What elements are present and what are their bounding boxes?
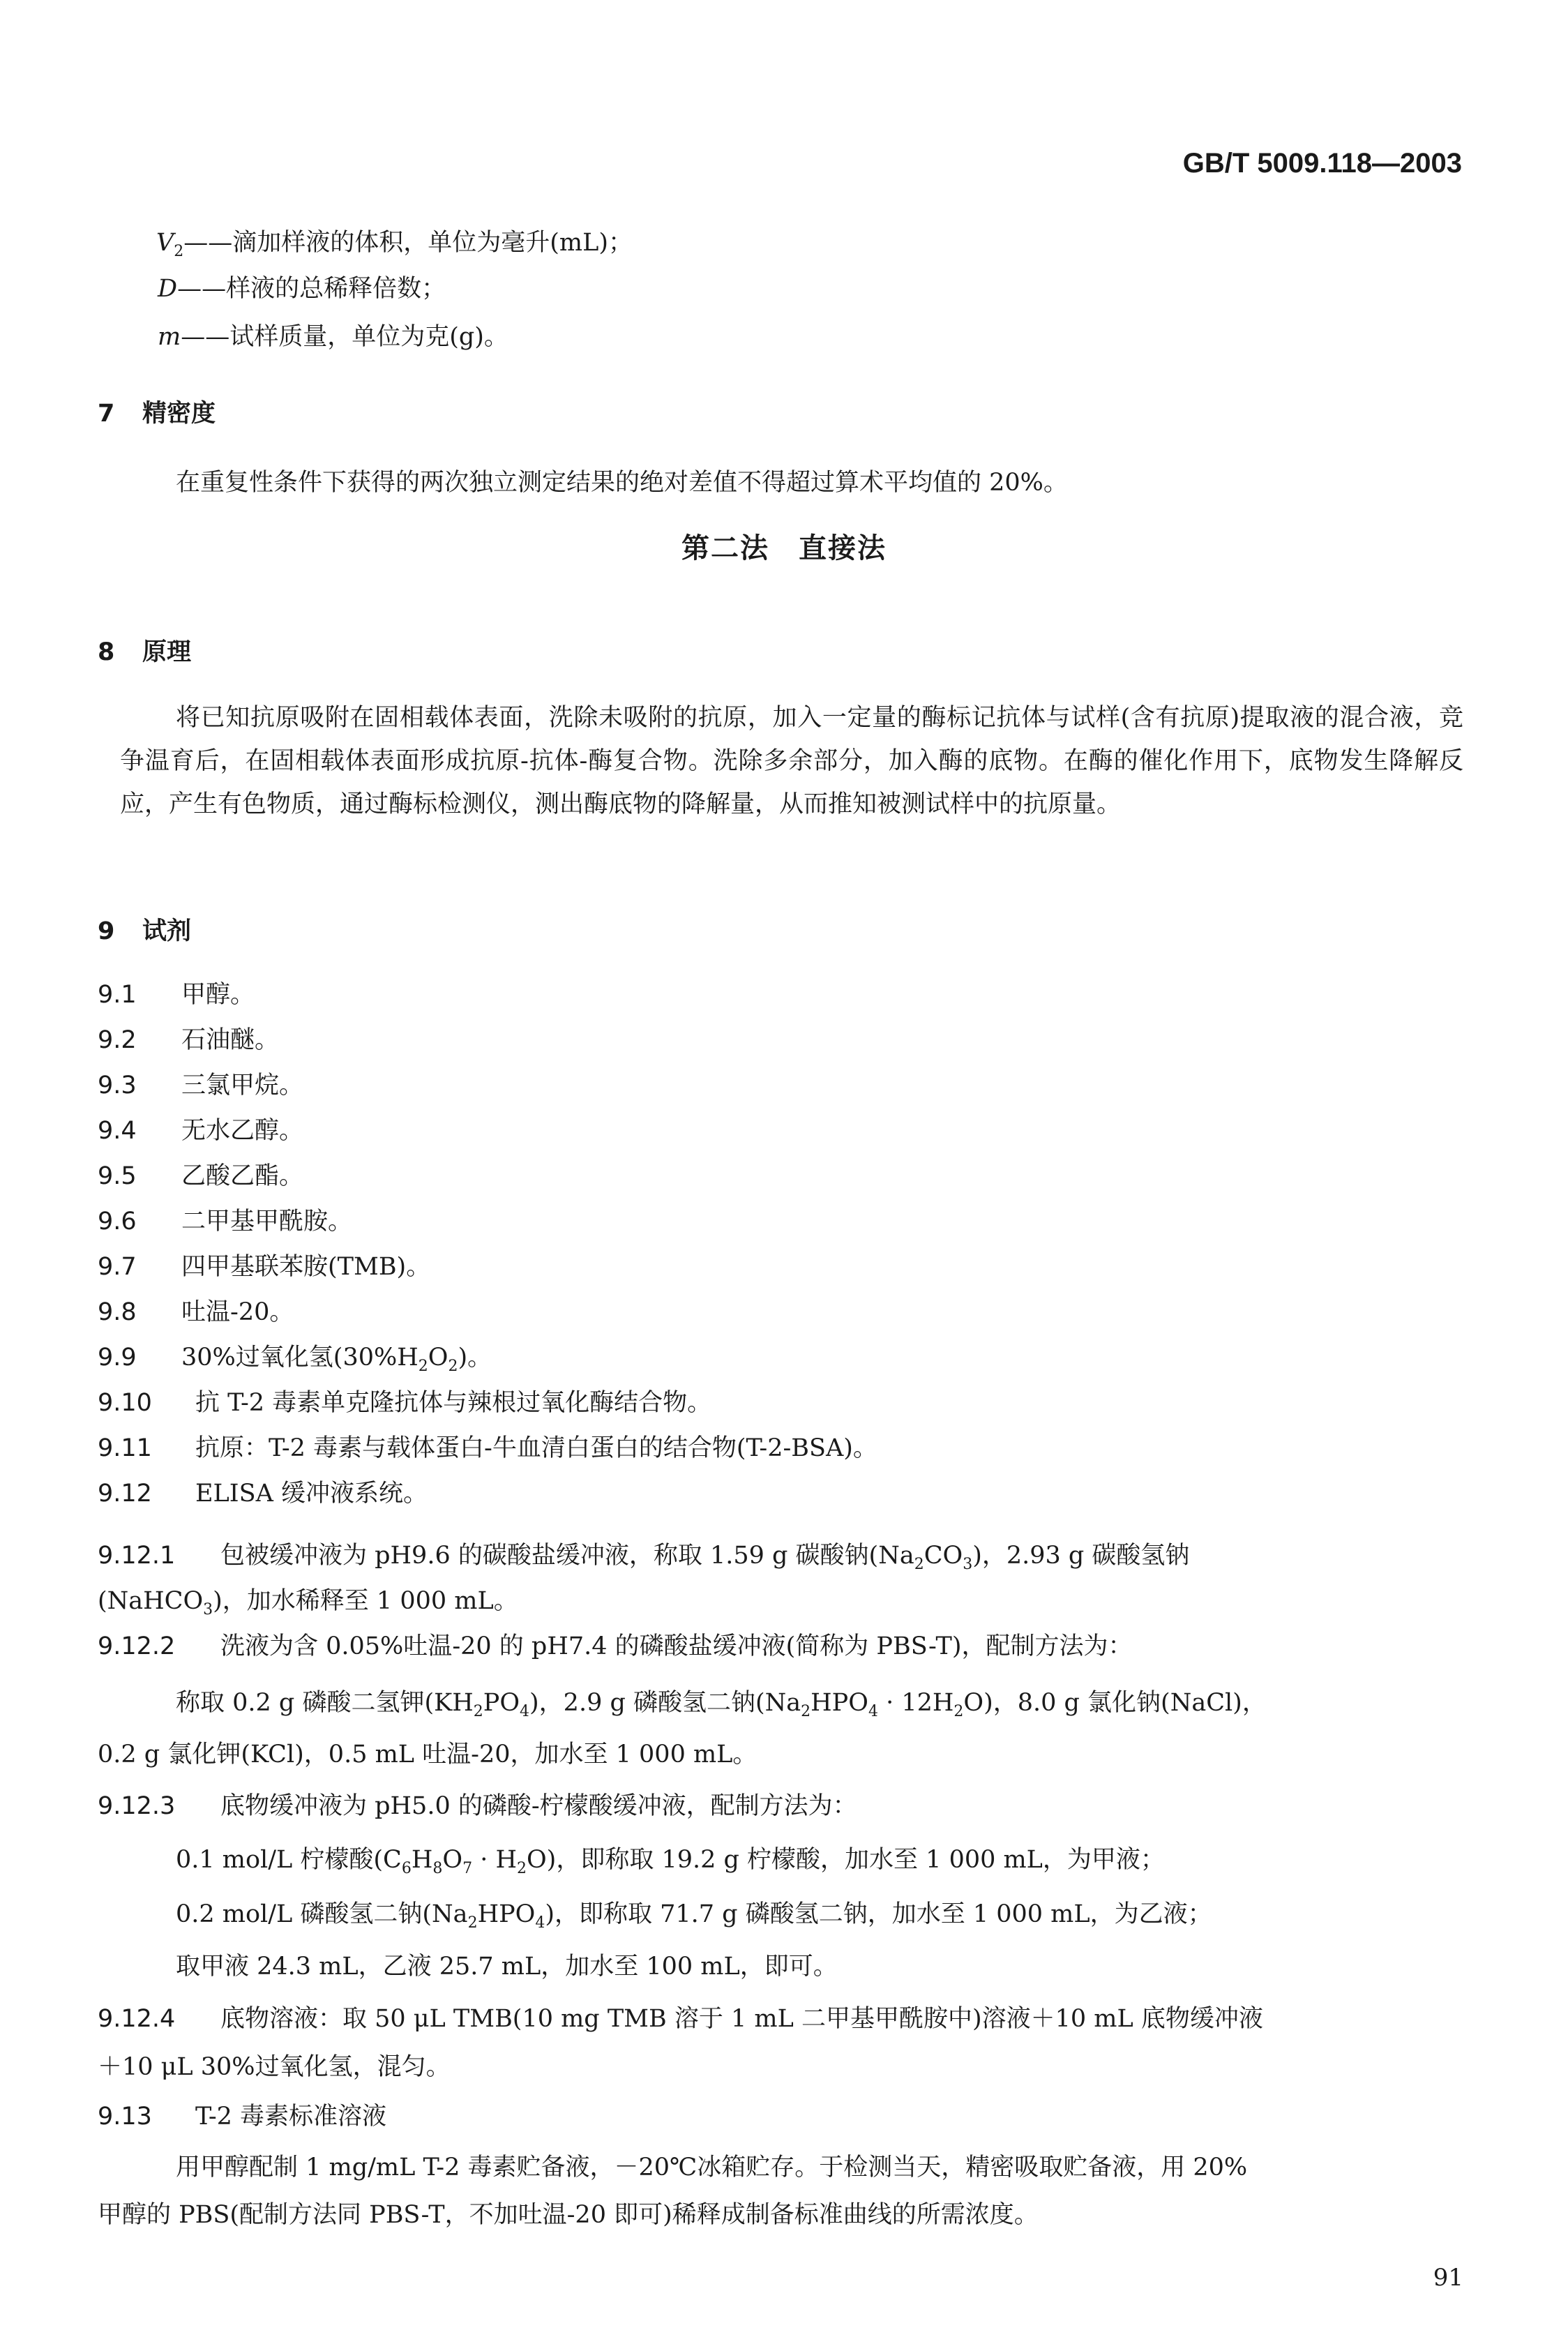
list-item-9-13	[98, 2105, 386, 2129]
list-item-9-12-3	[98, 1794, 857, 1819]
list-item-9-12-4-line2: ＋10 μL 30%过氧化氢，混匀。	[98, 2053, 451, 2081]
item-number: 9.4	[98, 1117, 137, 1145]
section-8-heading	[98, 640, 191, 665]
list-item-9-12-2	[98, 1632, 1133, 1660]
method-title: 第二法 直接法	[681, 532, 887, 564]
item-number: 9.8	[98, 1298, 137, 1326]
list-item	[98, 1391, 711, 1415]
item-text: 包被缓冲液为 pH9.6 的碳酸盐缓冲液，称取 1.59 g 碳酸钠(Na	[220, 1542, 914, 1570]
subscript: 2	[473, 1703, 483, 1720]
list-item	[98, 1300, 294, 1325]
section-title: 原理	[142, 638, 192, 666]
list-item	[98, 1210, 352, 1234]
subscript: 2	[418, 1358, 428, 1375]
item-number: 9.10	[98, 1389, 152, 1417]
variable-description: ——滴加样液的体积，单位为毫升(mL)；	[183, 229, 633, 257]
list-item-9-12-1-cont	[98, 1589, 518, 1618]
item-text: 0.2 mol/L 磷酸氢二钠(Na	[176, 1900, 468, 1928]
list-item-9-12-2-line3: 0.2 g 氯化钾(KCl)，0.5 mL 吐温-20，加水至 1 000 mL。	[98, 1741, 757, 1768]
subscript: 2	[516, 1860, 527, 1877]
item-text: 30%过氧化氢(30%H	[181, 1344, 419, 1372]
item-text: 乙酸乙酯。	[181, 1162, 304, 1190]
variable-subscript: 2	[174, 243, 184, 260]
item-text: 无水乙醇。	[181, 1117, 304, 1145]
item-text: 底物缓冲液为 pH5.0 的磷酸-柠檬酸缓冲液，配制方法为：	[220, 1792, 857, 1820]
item-text: (NaHCO	[98, 1587, 204, 1615]
item-text: 甲醇。	[181, 981, 255, 1009]
item-text: O)，即称取 19.2 g 柠檬酸，加水至 1 000 mL，为甲液；	[526, 1846, 1165, 1874]
item-text: 称取 0.2 g 磷酸二氢钾(KH	[176, 1689, 474, 1717]
list-item-9-12-2-line2	[176, 1691, 1267, 1720]
item-text: 石油醚。	[181, 1026, 280, 1054]
subscript: 7	[462, 1860, 473, 1877]
list-item	[98, 1255, 430, 1279]
item-text: H	[411, 1846, 433, 1874]
item-number: 9.12.3	[98, 1792, 176, 1820]
list-item	[98, 1074, 303, 1098]
item-text: )，2.93 g 碳酸氢钠	[972, 1542, 1190, 1570]
section-title: 精密度	[142, 400, 216, 428]
list-item-9-12-3-line4: 取甲液 24.3 mL，乙液 25.7 mL，加水至 100 mL，即可。	[176, 1953, 838, 1981]
section-7-text: 在重复性条件下获得的两次独立测定结果的绝对差值不得超过算术平均值的 20%。	[176, 469, 1068, 497]
item-text: 底物溶液：取 50 μL TMB(10 mg TMB 溶于 1 mL 二甲基甲酰胺中)溶液＋10 mL 底物缓冲液	[220, 2005, 1263, 2033]
list-item-9-12-4	[98, 2007, 1263, 2031]
subscript: 2	[914, 1556, 924, 1573]
item-number: 9.6	[98, 1208, 137, 1235]
item-text: PO	[483, 1689, 520, 1717]
item-text: 抗原：T-2 毒素与载体蛋白-牛血清白蛋白的结合物(T-2-BSA)。	[195, 1434, 877, 1462]
item-number: 9.3	[98, 1072, 137, 1099]
item-text: O	[428, 1344, 448, 1372]
item-text: 0.1 mol/L 柠檬酸(C	[176, 1846, 402, 1874]
subscript: 4	[520, 1703, 530, 1720]
item-number: 9.9	[98, 1344, 137, 1372]
section-number: 9	[98, 917, 115, 945]
item-number: 9.12.1	[98, 1542, 176, 1570]
item-number: 9.2	[98, 1026, 137, 1054]
list-item-9-13-line1: 用甲醇配制 1 mg/mL T-2 毒素贮备液，－20℃冰箱贮存。于检测当天，精密吸取贮备液，用 20%	[176, 2154, 1248, 2181]
item-number: 9.5	[98, 1162, 137, 1190]
section-9-heading	[98, 919, 191, 944]
subscript: 2	[448, 1358, 458, 1375]
list-item	[98, 1028, 279, 1053]
list-item-9-13-line2: 甲醇的 PBS(配制方法同 PBS-T，不加吐温-20 即可)稀释成制备标准曲线的所需浓度。	[98, 2201, 1039, 2229]
item-text: 抗 T-2 毒素单克隆抗体与辣根过氧化酶结合物。	[195, 1389, 712, 1417]
list-item	[98, 1482, 428, 1506]
list-item-9-12-3-line3	[176, 1902, 1212, 1931]
subscript: 3	[203, 1601, 213, 1618]
item-text: )。	[458, 1344, 492, 1372]
subscript: 6	[401, 1860, 412, 1877]
section-8-text: 将已知抗原吸附在固相载体表面，洗除未吸附的抗原，加入一定量的酶标记抗体与试样(含有抗原)提取液的混合液，竞争温育后，在固相载体表面形成抗原-抗体-酶复合物。洗除多余部分，加入酶的底物。在酶的催化作用下，底物发生降解反应，产生有色物质，通过酶标检测仪，测出酶底物的降解量，从而推知被测试样中的抗原量。	[120, 704, 1463, 818]
section-number: 7	[98, 400, 115, 428]
list-item	[98, 1436, 877, 1461]
list-item	[98, 1164, 303, 1189]
variable-def-m	[158, 325, 508, 350]
item-text: )，加水稀释至 1 000 mL。	[213, 1587, 518, 1615]
item-text: O)，8.0 g 氯化钠(NaCl)，	[963, 1689, 1267, 1717]
variable-symbol: V	[156, 229, 174, 257]
standard-code-header: GB/T 5009.118—2003	[1182, 148, 1462, 179]
item-text: HPO	[477, 1900, 536, 1928]
variable-symbol: D	[158, 275, 178, 303]
item-number: 9.12	[98, 1480, 152, 1508]
item-text: CO	[924, 1542, 963, 1570]
subscript: 4	[868, 1703, 878, 1720]
item-text: 吐温-20。	[181, 1298, 294, 1326]
variable-description: ——试样质量，单位为克(g)。	[181, 323, 508, 351]
item-text: O	[442, 1846, 463, 1874]
item-number: 9.7	[98, 1253, 137, 1281]
section-title: 试剂	[142, 917, 192, 945]
section-7-heading	[98, 402, 216, 426]
item-text: · 12H	[877, 1689, 954, 1717]
variable-symbol: m	[158, 323, 181, 351]
item-text: HPO	[811, 1689, 868, 1717]
subscript: 2	[467, 1914, 478, 1932]
item-text: 二甲基甲酰胺。	[181, 1208, 353, 1235]
subscript: 8	[432, 1860, 443, 1877]
subscript: 4	[535, 1914, 545, 1932]
item-text: 洗液为含 0.05%吐温-20 的 pH7.4 的磷酸盐缓冲液(简称为 PBS-T)，配制方法为：	[220, 1632, 1133, 1660]
item-number: 9.13	[98, 2103, 152, 2131]
item-text: ELISA 缓冲液系统。	[195, 1480, 428, 1508]
item-number: 9.12.4	[98, 2005, 176, 2033]
item-number: 9.12.2	[98, 1632, 176, 1660]
page-number: 91	[1433, 2264, 1463, 2292]
variable-def-d	[158, 277, 446, 301]
subscript: 2	[801, 1703, 811, 1720]
list-item	[98, 1346, 492, 1374]
list-item-9-12-3-line2	[176, 1848, 1165, 1877]
list-item-9-12-1	[98, 1544, 1189, 1572]
variable-def-v2	[156, 231, 633, 260]
item-text: )，2.9 g 磷酸氢二钠(Na	[529, 1689, 801, 1717]
item-text: 四甲基联苯胺(TMB)。	[181, 1253, 431, 1281]
list-item	[98, 983, 255, 1007]
section-number: 8	[98, 638, 115, 666]
item-text: T-2 毒素标准溶液	[195, 2103, 387, 2131]
variable-description: ——样液的总稀释倍数；	[177, 275, 446, 303]
item-number: 9.11	[98, 1434, 152, 1462]
subscript: 3	[963, 1556, 973, 1573]
list-item	[98, 1119, 303, 1143]
subscript: 2	[953, 1703, 964, 1720]
item-text: · H	[472, 1846, 517, 1874]
item-number: 9.1	[98, 981, 137, 1009]
item-text: 三氯甲烷。	[181, 1072, 304, 1099]
item-text: )，即称取 71.7 g 磷酸氢二钠，加水至 1 000 mL，为乙液；	[545, 1900, 1212, 1928]
